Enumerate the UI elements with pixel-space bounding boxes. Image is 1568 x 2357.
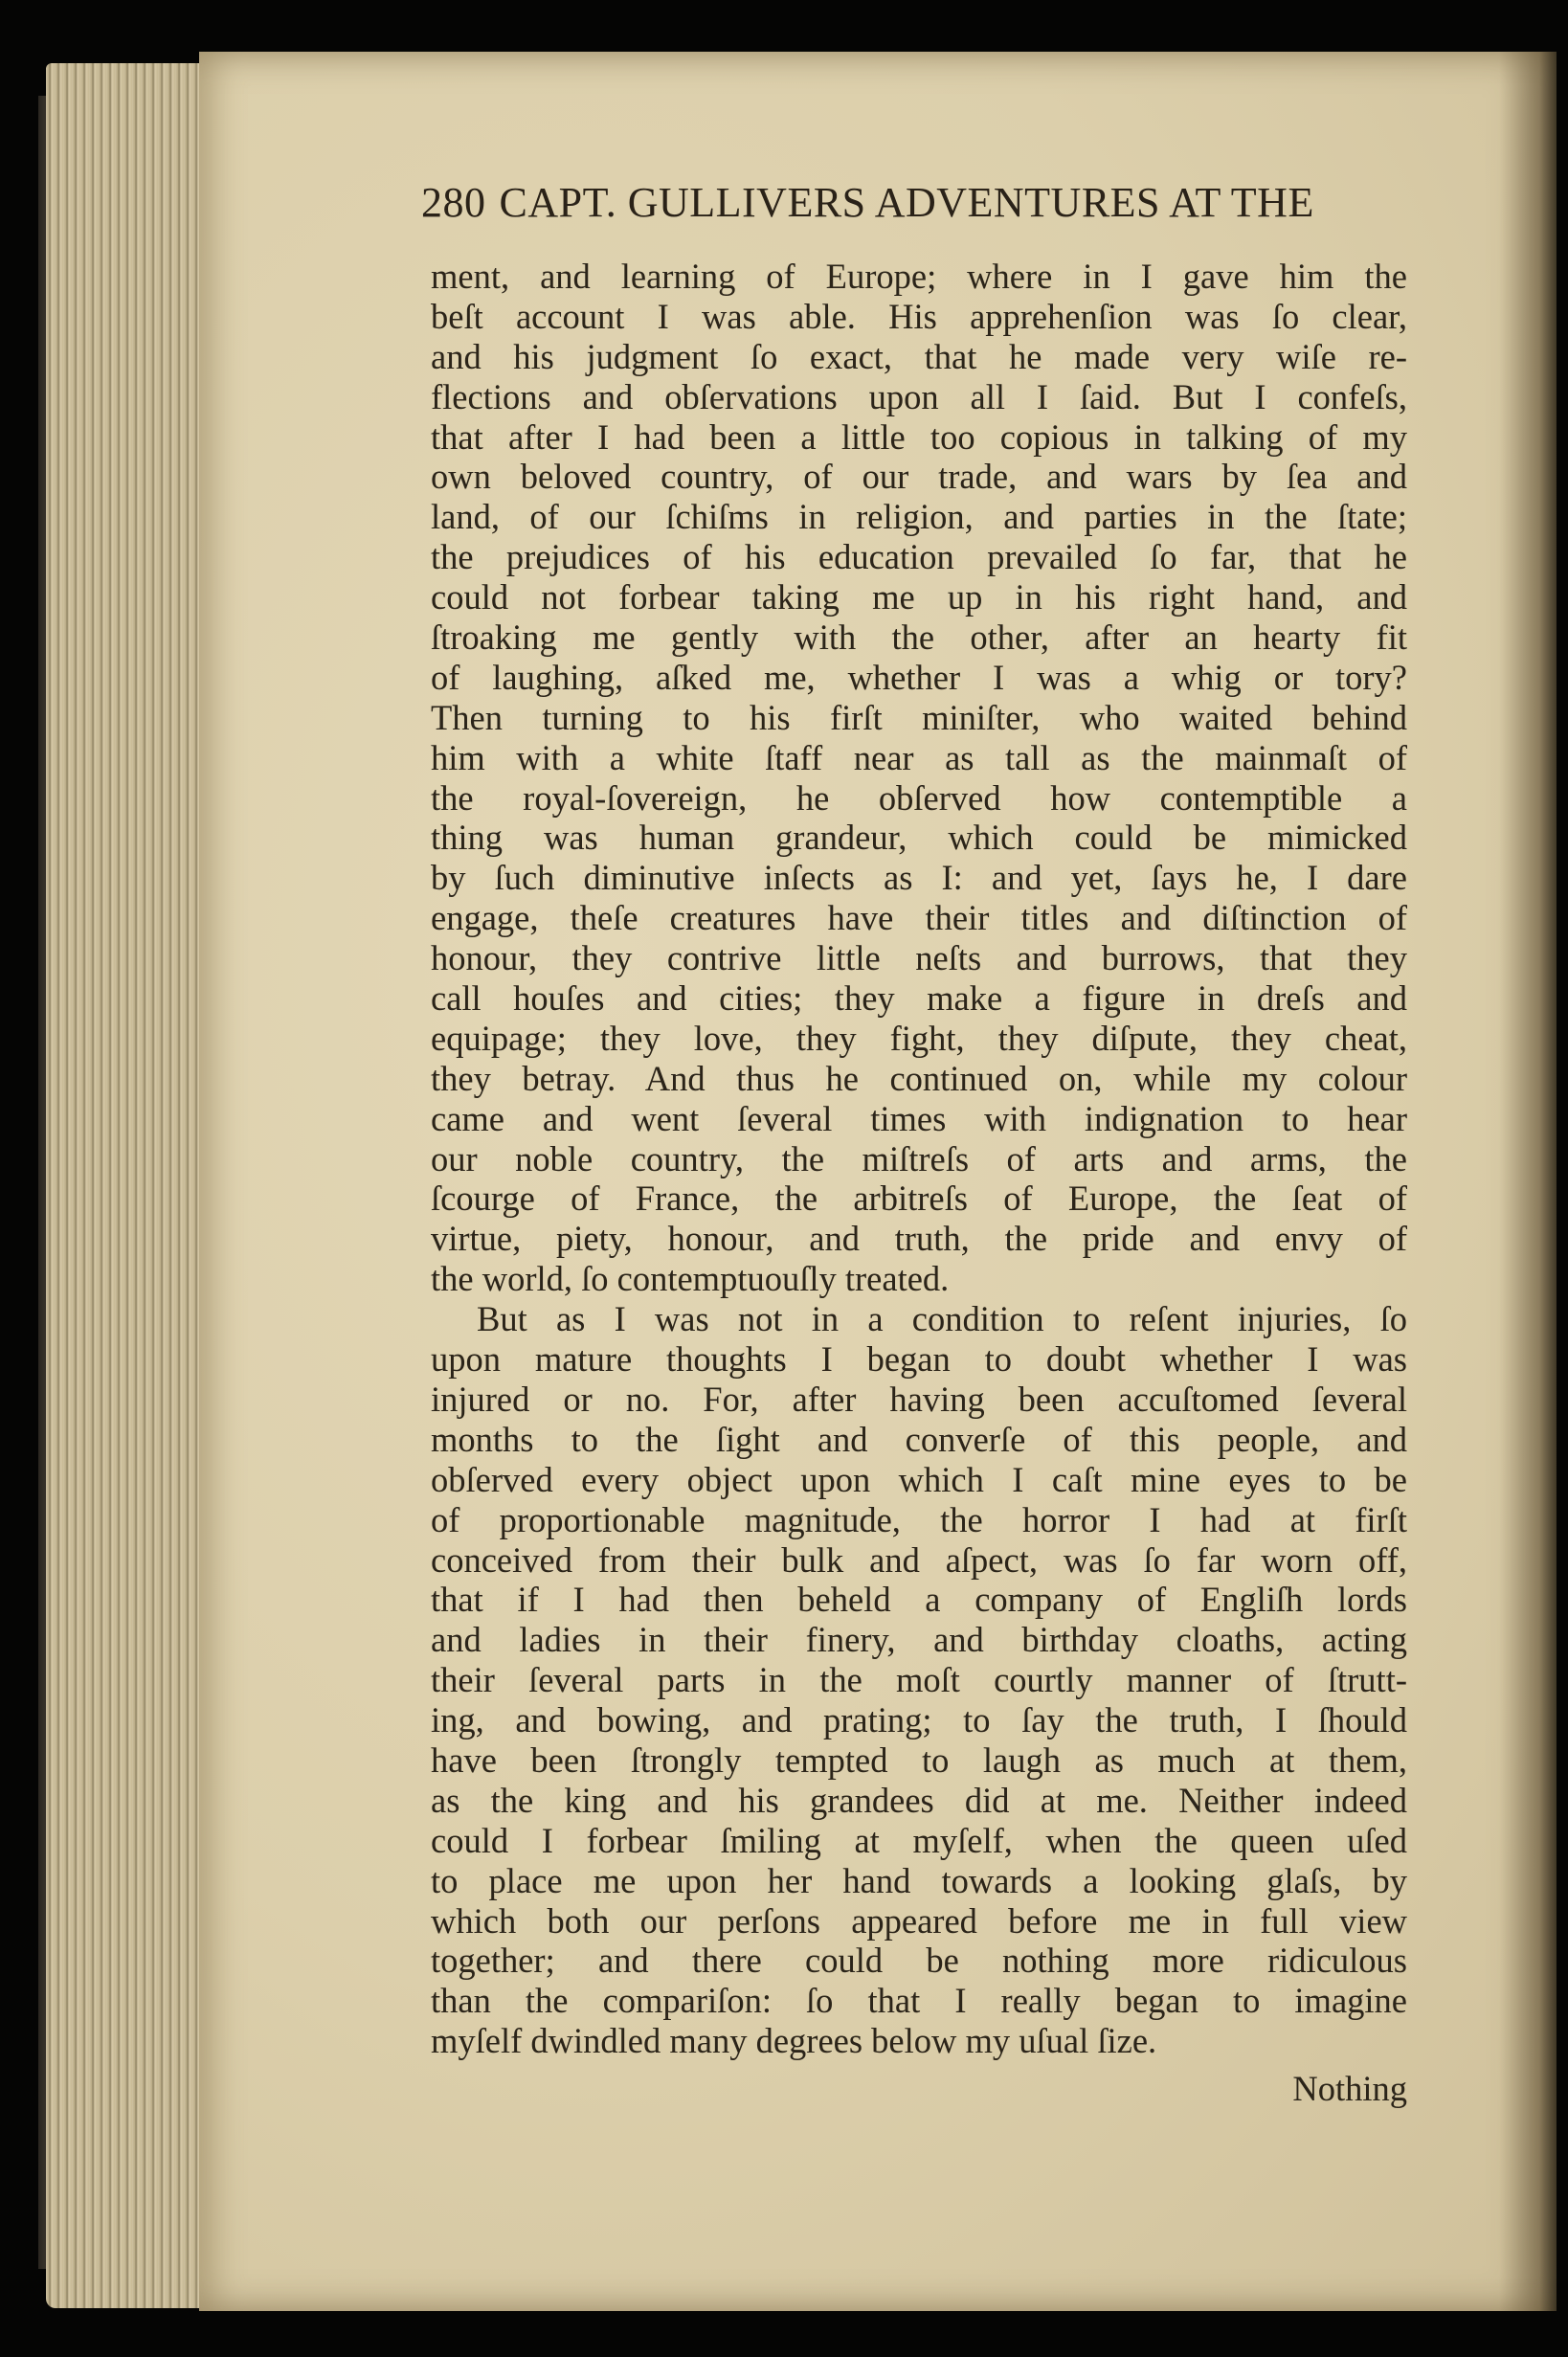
- text-line: have been ſtrongly tempted to laugh as much at them,: [431, 1740, 1407, 1780]
- text-line: conceived from their bulk and aſpect, was ſo far worn off,: [431, 1539, 1407, 1580]
- text-line: beſt account I was able. His apprehenſion was ſo clear,: [431, 296, 1407, 336]
- text-line: the royal-ſovereign, he obſerved how contemptible a: [431, 777, 1407, 818]
- text-line: own beloved country, of our trade, and wars by ſea and: [431, 457, 1407, 497]
- running-head: [421, 178, 1417, 227]
- page-gutter-shadow: [1499, 52, 1557, 2311]
- text-line: ment, and learning of Europe; where in I gave him the: [431, 257, 1407, 296]
- text-line: But as I was not in a condition to reſent injuries, ſo: [477, 1299, 1407, 1339]
- text-line: came and went ſeveral times with indignation to hear: [431, 1098, 1407, 1138]
- text-line: equipage; they love, they fight, they diſpute, they cheat,: [431, 1018, 1407, 1058]
- text-line: Then turning to his firſt miniſter, who waited behind: [431, 697, 1407, 737]
- text-line: to place me upon her hand towards a looking glaſs, by: [431, 1860, 1407, 1900]
- text-line: engage, theſe creatures have their titles and diſtinction of: [431, 898, 1407, 938]
- text-line: and ladies in their finery, and birthday cloaths, acting: [431, 1620, 1407, 1660]
- catchword: Nothing: [1292, 2069, 1407, 2108]
- text-line: and his judgment ſo exact, that he made very wiſe re-: [431, 336, 1407, 376]
- text-line: call houſes and cities; they make a figure in dreſs and: [431, 978, 1407, 1019]
- text-line: that after I had been a little too copious in talking of my: [431, 416, 1407, 457]
- text-line: myſelf dwindled many degrees below my uſual ſize.: [431, 2021, 1157, 2061]
- text-line: could I forbear ſmiling at myſelf, when the queen uſed: [431, 1820, 1407, 1860]
- text-line: land, of our ſchiſms in religion, and parties in the ſtate;: [431, 497, 1407, 537]
- text-line: which both our perſons appeared before me in full view: [431, 1900, 1407, 1941]
- text-line: could not forbear taking me up in his right hand, and: [431, 577, 1407, 617]
- text-line: as the king and his grandees did at me. Neither indeed: [431, 1780, 1407, 1820]
- text-line: of proportionable magnitude, the horror I had at firſt: [431, 1499, 1407, 1539]
- page-edges: [46, 63, 209, 2308]
- text-line: honour, they contrive little neſts and burrows, that they: [431, 938, 1407, 978]
- text-line: ſcourge of France, the arbitreſs of Europe, the ſeat of: [431, 1178, 1407, 1219]
- text-line: our noble country, the miſtreſs of arts and arms, the: [431, 1138, 1407, 1178]
- text-line: injured or no. For, after having been accuſtomed ſeveral: [431, 1379, 1407, 1419]
- text-line: by ſuch diminutive inſects as I: and yet, ſays he, I dare: [431, 858, 1407, 898]
- text-line: upon mature thoughts I began to doubt whether I was: [431, 1339, 1407, 1380]
- running-title: CAPT. GULLIVERS ADVENTURES AT THE: [499, 179, 1314, 226]
- text-line: months to the ſight and converſe of this people, and: [431, 1419, 1407, 1459]
- text-line: than the compariſon: ſo that I really began to imagine: [431, 1981, 1407, 2021]
- text-line: thing was human grandeur, which could be mimicked: [431, 818, 1407, 858]
- text-line: their ſeveral parts in the moſt courtly manner of ſtrutt-: [431, 1660, 1407, 1700]
- body-text: [431, 257, 1407, 2061]
- text-line: ſtroaking me gently with the other, after an hearty fit: [431, 617, 1407, 658]
- text-line: together; and there could be nothing more ridiculous: [431, 1941, 1407, 1981]
- text-line: that if I had then beheld a company of Engliſh lords: [431, 1580, 1407, 1620]
- text-line: the prejudices of his education prevailed ſo far, that he: [431, 537, 1407, 577]
- text-line: flections and obſervations upon all I ſaid. But I confeſs,: [431, 376, 1407, 416]
- text-line: him with a white ſtaff near as tall as the mainmaſt of: [431, 737, 1407, 777]
- text-line: ing, and bowing, and prating; to ſay the truth, I ſhould: [431, 1700, 1407, 1740]
- text-line: virtue, piety, honour, and truth, the pride and envy of: [431, 1219, 1407, 1259]
- text-line: obſerved every object upon which I caſt mine eyes to be: [431, 1459, 1407, 1499]
- text-line: they betray. And thus he continued on, while my colour: [431, 1058, 1407, 1098]
- page-number: 280: [421, 179, 486, 226]
- text-line: of laughing, aſked me, whether I was a whig or tory?: [431, 657, 1407, 697]
- text-line: the world, ſo contemptuouſly treated.: [431, 1259, 950, 1299]
